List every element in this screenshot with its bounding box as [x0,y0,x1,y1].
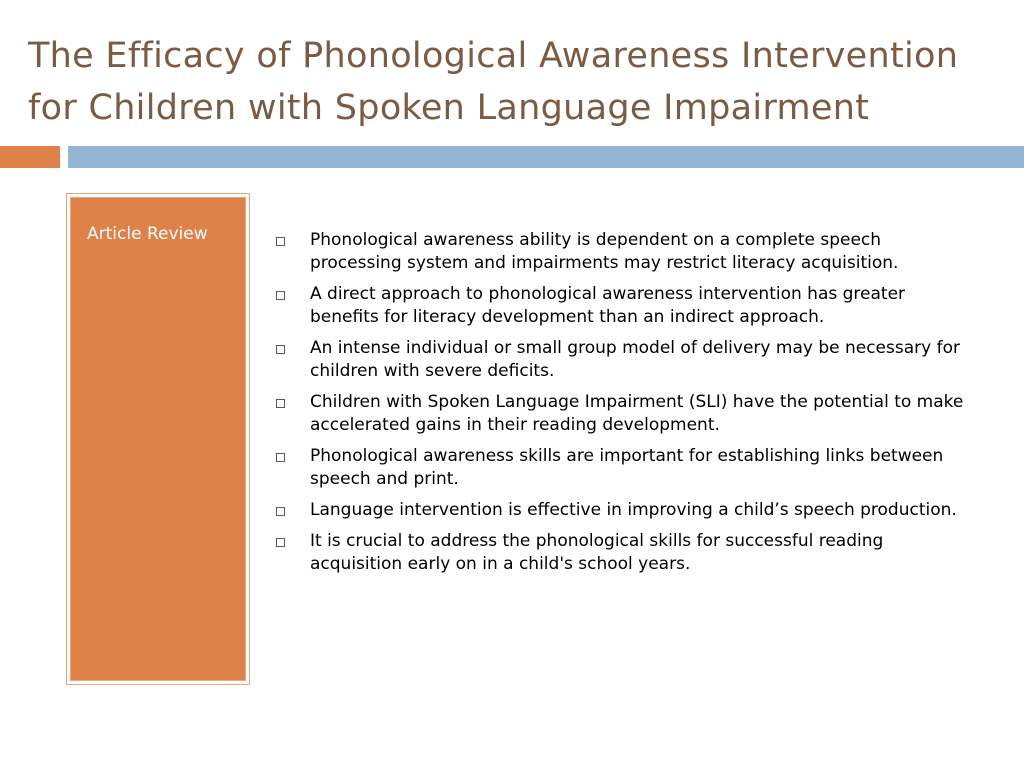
bullet-item [276,499,976,522]
slide-title [28,30,1008,134]
bullet-list [276,229,976,584]
hollow-square-bullet-icon [276,453,285,462]
bullet-item [276,445,976,491]
hollow-square-bullet-icon [276,538,285,547]
title-underline-blue-bar [68,146,1024,168]
hollow-square-bullet-icon [276,399,285,408]
bullet-item [276,337,976,383]
bullet-item [276,530,976,576]
side-panel-label: Article Review [87,224,208,244]
title-underline-orange-bar [0,146,60,168]
hollow-square-bullet-icon [276,291,285,300]
hollow-square-bullet-icon [276,237,285,246]
hollow-square-bullet-icon [276,507,285,516]
bullet-item [276,283,976,329]
bullet-text: A direct approach to phonological awareness intervention has greater benefits for literacy development than an indirect approach. [310,284,906,327]
slide-title-line-2: for Children with Spoken Language Impairment [28,88,870,128]
side-panel-fill [70,197,246,681]
bullet-text: An intense individual or small group model of delivery may be necessary for children with severe deficits. [310,338,960,381]
bullet-text: Phonological awareness skills are important for establishing links between speech and print. [310,446,944,489]
side-panel [66,193,250,685]
bullet-text: Language intervention is effective in improving a child’s speech production. [310,500,957,520]
bullet-text: Children with Spoken Language Impairment (SLI) have the potential to make accelerated gains in their reading development. [310,392,964,435]
slide-title-line-1: The Efficacy of Phonological Awareness Intervention [28,36,959,76]
bullet-item [276,229,976,275]
bullet-text: It is crucial to address the phonological skills for successful reading acquisition early on in a child's school years. [310,531,884,574]
bullet-text: Phonological awareness ability is dependent on a complete speech processing system and impairments may restrict literacy acquisition. [310,230,899,273]
hollow-square-bullet-icon [276,345,285,354]
bullet-item [276,391,976,437]
